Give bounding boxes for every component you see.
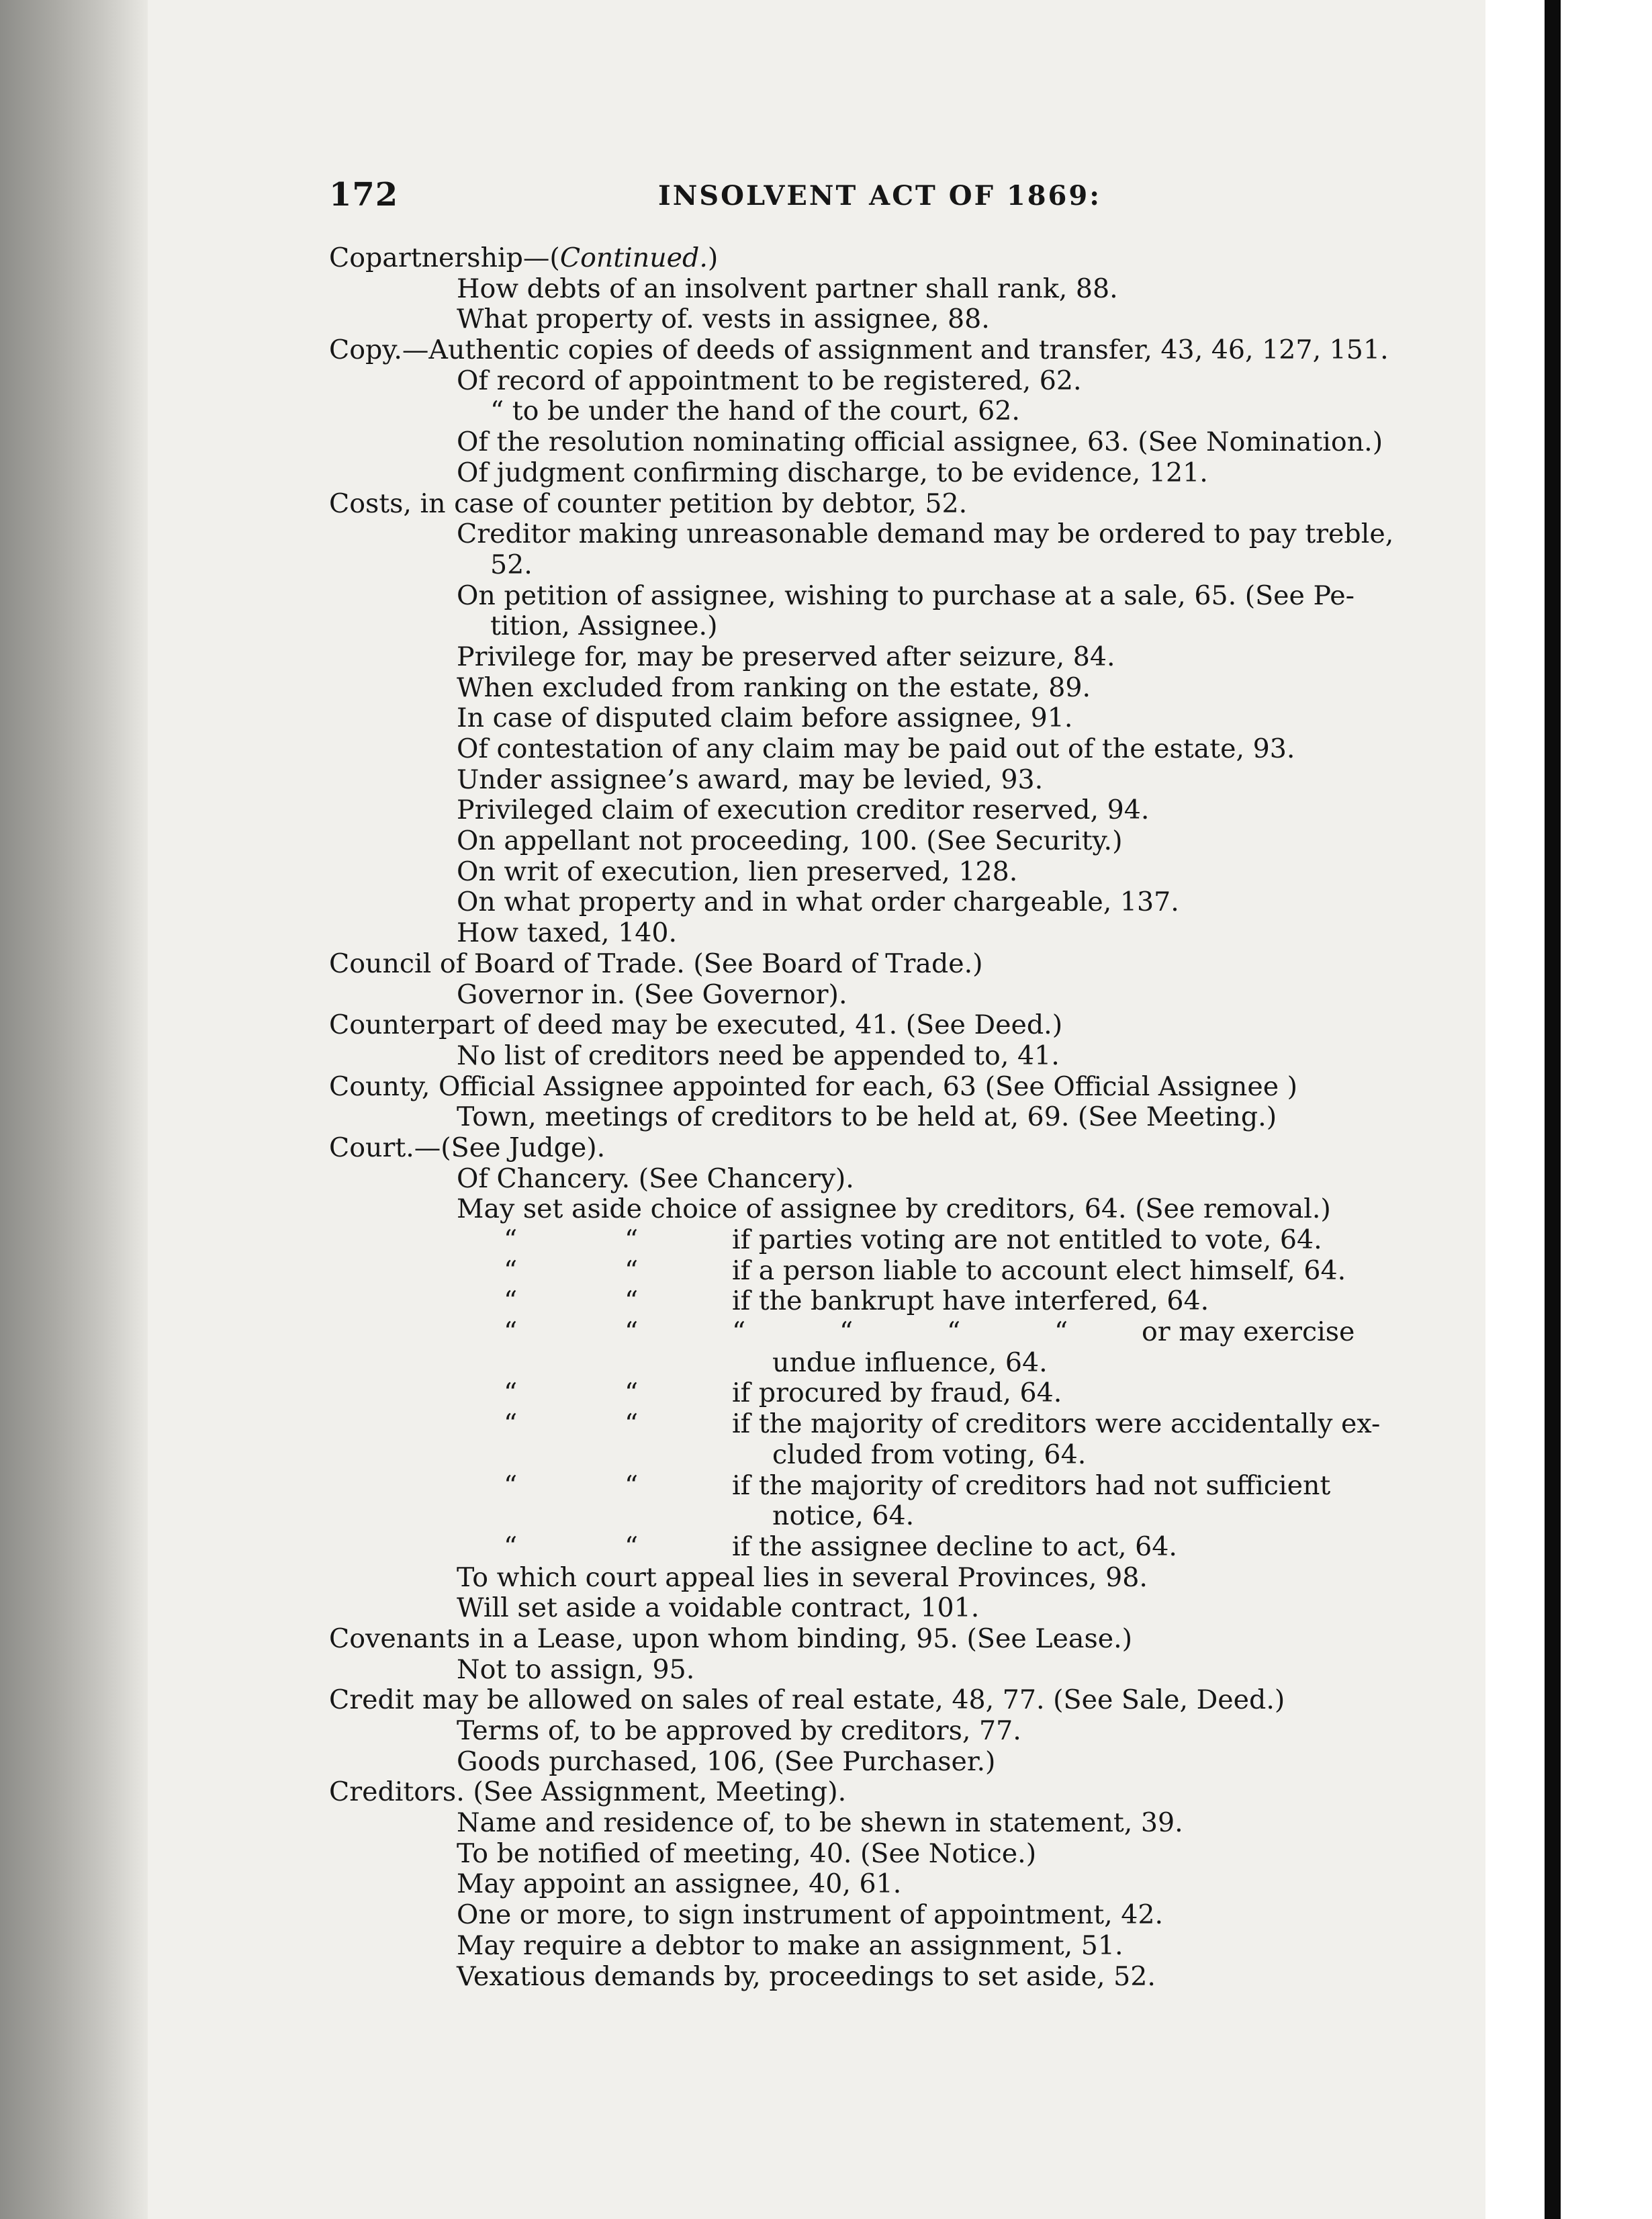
- sub-entry: Of Chancery. (See Chancery).: [457, 1163, 854, 1194]
- sub-entry: On petition of assignee, wishing to purchase at a sale, 65. (See Pe-: [457, 580, 1355, 611]
- ditto-mark: “: [1054, 1316, 1068, 1348]
- ground-line: “ “ if the assignee decline to act, 64.: [329, 1532, 1464, 1563]
- entry-heading: Council of Board of Trade. (See Board of Trade.): [329, 948, 983, 979]
- sub-entry: Will set aside a voidable contract, 101.: [457, 1592, 980, 1624]
- entry-heading: Court.—(See Judge).: [329, 1132, 606, 1163]
- sub-entry: To which court appeal lies in several Provinces, 98.: [457, 1561, 1148, 1593]
- entry-heading: Copartnership—(Continued.): [329, 242, 719, 273]
- ground-line: “ “ if the majority of creditors were accidentally ex-: [329, 1409, 1464, 1440]
- sub-entry: Of judgment confirming discharge, to be evidence, 121.: [457, 457, 1208, 488]
- page-number: 172: [329, 176, 399, 214]
- entry-heading: Copy.—Authentic copies of deeds of assignment and transfer, 43, 46, 127, 151.: [329, 334, 1389, 366]
- sub-entry: What property of. vests in assignee, 88.: [457, 304, 990, 335]
- sub-entry: Goods purchased, 106, (See Purchaser.): [457, 1746, 996, 1777]
- ground-continuation: undue influence, 64.: [772, 1347, 1048, 1378]
- sub-entry: Privilege for, may be preserved after seizure, 84.: [457, 641, 1115, 672]
- ditto-mark: “: [625, 1224, 639, 1255]
- sub-entry: Governor in. (See Governor).: [457, 979, 847, 1010]
- entry-heading: Credit may be allowed on sales of real estate, 48, 77. (See Sale, Deed.): [329, 1684, 1285, 1716]
- ditto-mark: “: [504, 1224, 518, 1255]
- sub-entry: May appoint an assignee, 40, 61.: [457, 1868, 902, 1900]
- running-head: INSOLVENT ACT OF 1869:: [658, 180, 1101, 212]
- ditto-mark: “: [625, 1255, 639, 1286]
- sub-entry: On appellant not proceeding, 100. (See Security.): [457, 825, 1123, 857]
- ground-continuation: cluded from voting, 64.: [772, 1439, 1087, 1470]
- sub-entry: Not to assign, 95.: [457, 1654, 695, 1685]
- entry-heading: Creditors. (See Assignment, Meeting).: [329, 1776, 847, 1808]
- sub-entry: How debts of an insolvent partner shall rank, 88.: [457, 273, 1118, 304]
- sub-entry: On writ of execution, lien preserved, 128.: [457, 856, 1018, 887]
- sub-entry: When excluded from ranking on the estate, 89.: [457, 672, 1091, 703]
- sub-entry-continuation: 52.: [490, 549, 533, 580]
- entry-heading: Costs, in case of counter petition by debtor, 52.: [329, 488, 968, 519]
- ditto-mark: “: [625, 1316, 639, 1348]
- ditto-mark: “: [504, 1285, 518, 1317]
- page-header: [0, 176, 1485, 230]
- sub-entry-continuation: tition, Assignee.): [490, 610, 718, 642]
- sub-entry: In case of disputed claim before assignee, 91.: [457, 703, 1073, 734]
- sub-entry: How taxed, 140.: [457, 917, 678, 949]
- sub-entry: May require a debtor to make an assignment, 51.: [457, 1930, 1123, 1961]
- ground-line: “ “ if a person liable to account elect himself, 64.: [329, 1256, 1464, 1287]
- sub-entry: Town, meetings of creditors to be held at, 69. (See Meeting.): [457, 1101, 1277, 1133]
- sub-entry: Under assignee’s award, may be levied, 93.: [457, 764, 1044, 795]
- entry-heading: Counterpart of deed may be executed, 41. (See Deed.): [329, 1009, 1063, 1041]
- ditto-mark: “: [625, 1377, 639, 1409]
- ditto-mark: “: [839, 1316, 854, 1348]
- sub-entry: Of the resolution nominating official assignee, 63. (See Nomination.): [457, 426, 1383, 458]
- sub-entry: To be notified of meeting, 40. (See Notice.): [457, 1838, 1037, 1869]
- entry-heading: County, Official Assignee appointed for each, 63 (See Official Assignee ): [329, 1071, 1298, 1102]
- sub-entry: One or more, to sign instrument of appointment, 42.: [457, 1899, 1164, 1931]
- sub-entry: “ to be under the hand of the court, 62.: [490, 396, 1020, 427]
- ditto-mark: “: [625, 1408, 639, 1440]
- ground-line: “ “ if procured by fraud, 64.: [329, 1378, 1464, 1409]
- ditto-mark: “: [504, 1408, 518, 1440]
- ground-line: “ “ if the bankrupt have interfered, 64.: [329, 1286, 1464, 1317]
- index-body: [329, 243, 1464, 1992]
- ditto-mark: “: [504, 1469, 518, 1501]
- ditto-mark: “: [625, 1531, 639, 1562]
- continued-note: Continued.: [559, 242, 708, 273]
- ground-line: “ “ if the majority of creditors had not sufficient: [329, 1471, 1464, 1502]
- sub-entry: Creditor making unreasonable demand may be ordered to pay treble,: [457, 518, 1394, 550]
- sub-entry: Name and residence of, to be shewn in statement, 39.: [457, 1807, 1183, 1839]
- ditto-mark: “: [625, 1285, 639, 1317]
- sub-entry: Privileged claim of execution creditor reserved, 94.: [457, 795, 1150, 826]
- sub-entry: Of contestation of any claim may be paid out of the estate, 93.: [457, 733, 1295, 764]
- ground-line: “ “ if parties voting are not entitled to vote, 64.: [329, 1225, 1464, 1256]
- sub-entry: Of record of appointment to be registered, 62.: [457, 365, 1082, 396]
- ground-line: “ “ “ “ “ “ or may exercise: [329, 1317, 1464, 1348]
- ditto-mark: “: [504, 1377, 518, 1409]
- scan-edge-rule: [1545, 0, 1561, 2219]
- sub-entry: May set aside choice of assignee by creditors, 64. (See removal.): [457, 1193, 1331, 1225]
- sub-entry: No list of creditors need be appended to, 41.: [457, 1040, 1060, 1071]
- scan-margin: [1485, 0, 1652, 2219]
- ditto-mark: “: [732, 1316, 746, 1348]
- ditto-mark: “: [504, 1316, 518, 1348]
- ditto-mark: “: [504, 1531, 518, 1562]
- sub-entry: Terms of, to be approved by creditors, 77.: [457, 1715, 1021, 1746]
- binding-shadow: [0, 0, 148, 2219]
- sub-entry: On what property and in what order chargeable, 137.: [457, 887, 1179, 918]
- sub-entry: Vexatious demands by, proceedings to set aside, 52.: [457, 1960, 1156, 1992]
- ground-continuation: notice, 64.: [772, 1500, 915, 1532]
- entry-heading: Covenants in a Lease, upon whom binding, 95. (See Lease.): [329, 1623, 1133, 1654]
- ditto-mark: “: [504, 1255, 518, 1286]
- ditto-mark: “: [625, 1469, 639, 1501]
- ditto-mark: “: [947, 1316, 961, 1348]
